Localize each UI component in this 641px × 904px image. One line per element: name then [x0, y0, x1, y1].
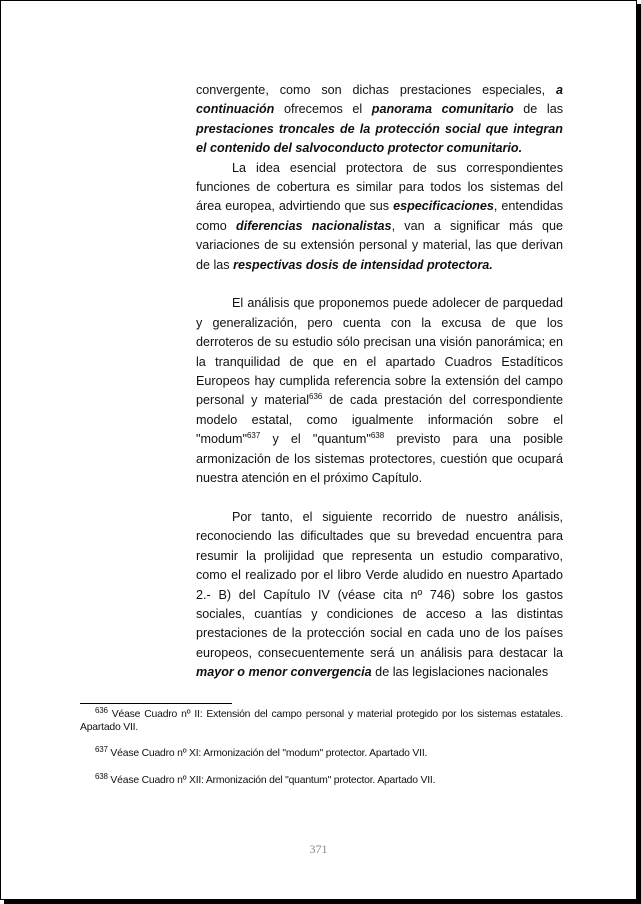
- emphasis-text: mayor o menor convergencia: [196, 665, 372, 680]
- footnote-separator: [80, 703, 232, 704]
- text-run: de las legislaciones nacionales: [371, 665, 549, 680]
- footnotes: [80, 706, 563, 801]
- text-run: de cada prestación del correspondiente modelo estatal, como igualmente información sobre el "modum": [196, 393, 563, 447]
- text-run: El análisis que proponemos puede adolecer de parquedad y generalización, pero cuenta con la excusa de que los derroteros de su estudio sólo precisan una visión panorámica; en la tranquilidad de que en el apartado Cuadros Estadíticos Europeos hay cumplida referencia sobre la extensión del campo personal y material: [196, 296, 563, 408]
- footnote-ref[interactable]: 638: [370, 431, 385, 441]
- page-number: 371: [309, 842, 328, 856]
- footnote-number: 637: [95, 745, 108, 755]
- footnote-637: [80, 745, 563, 761]
- text-run: , entendidas como: [196, 199, 563, 233]
- emphasis-text: prestaciones troncales de la protección social que integran el contenido del salvoconducto protector comunitario.: [196, 121, 563, 156]
- text-run: convergente, como son dichas prestaciones especiales,: [196, 83, 556, 97]
- paragraph-2: [196, 159, 563, 275]
- footnote-636: [80, 706, 563, 734]
- text-run: previsto para una posible armonización de los sistemas protectores, cuestión que ocupará nuestra atención en el próximo Capítulo.: [196, 432, 563, 486]
- emphasis-text: especificaciones: [393, 199, 494, 214]
- emphasis-text: panorama comunitario: [371, 102, 514, 117]
- paragraph-1: [196, 81, 563, 159]
- emphasis-text: respectivas dosis de intensidad protectora.: [233, 257, 493, 272]
- emphasis-text: a continuación: [196, 83, 563, 117]
- footnote-text: Véase Cuadro nº II: Extensión del campo personal y material protegido por los sistemas estatales. Apartado VII.: [80, 709, 563, 733]
- text-run: de las: [513, 102, 563, 117]
- body-text: [196, 81, 563, 683]
- footnote-ref[interactable]: 636: [309, 392, 323, 402]
- text-run: Por tanto, el siguiente recorrido de nuestro análisis, reconociendo las dificultades que su brevedad encuentra para resumir la prolijidad que representa un estudio comparativo, como el realizado por el libro Verde aludido en nuestro Apartado 2.- B) del Capítulo IV (véase cita nº 746) sobre los gastos sociales, cuantías y condiciones de acceso a las distintas prestaciones de la protección social en cada uno de los países europeos, consecuentemente será un análisis para destacar la: [196, 509, 563, 660]
- footnote-number: 636: [95, 706, 108, 715]
- text-run: La idea esencial protectora de sus correspondientes funciones de cobertura es similar para todos los sistemas del área europea, advirtiendo que sus: [196, 160, 563, 214]
- footnote-number: 638: [95, 771, 108, 781]
- text-run: ofrecemos el: [274, 102, 372, 117]
- paragraph-3: [196, 294, 563, 488]
- paragraph-4: [196, 508, 563, 683]
- footnote-638: [80, 771, 563, 788]
- footnote-text: Véase Cuadro nº XI: Armonización del "modum" protector. Apartado VII.: [107, 748, 428, 760]
- emphasis-text: diferencias nacionalistas: [236, 218, 392, 233]
- text-run: , van a significar más que variaciones de su extensión personal y material, las que derivan de las: [196, 218, 563, 272]
- text-run: y el "quantum": [260, 432, 371, 447]
- footnote-ref[interactable]: 637: [246, 431, 261, 441]
- footnote-text: Véase Cuadro nº XII: Armonización del "quantum" protector. Apartado VII.: [107, 774, 436, 786]
